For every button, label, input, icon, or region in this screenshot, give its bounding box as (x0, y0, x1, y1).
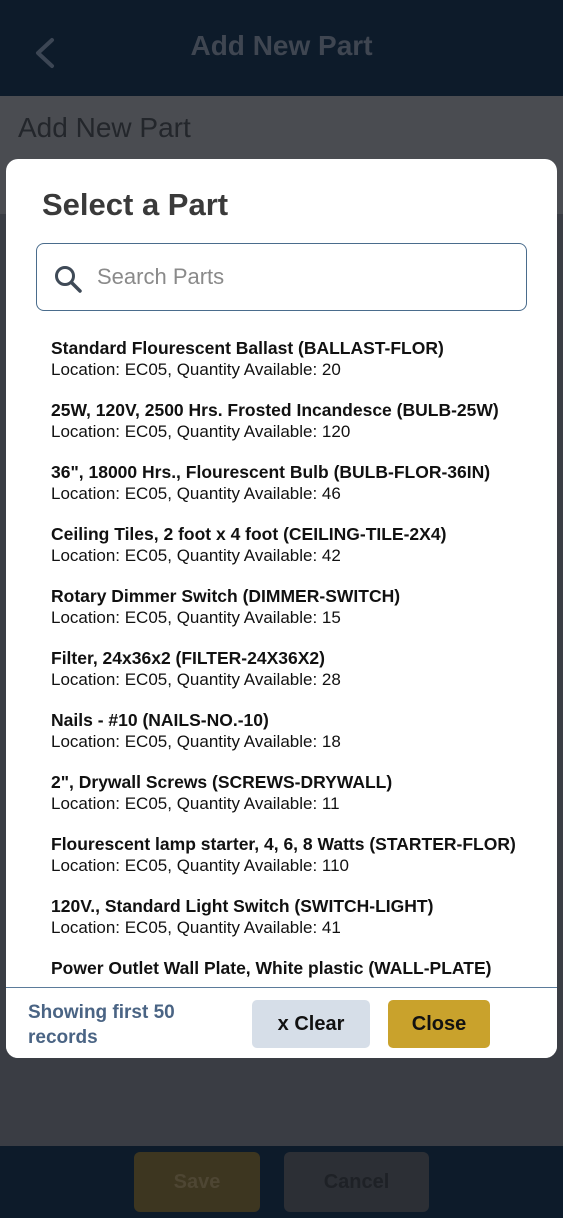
list-item[interactable] (51, 709, 541, 753)
list-item[interactable] (51, 461, 541, 505)
modal-title: Select a Part (42, 187, 229, 222)
list-item[interactable] (51, 523, 541, 567)
part-detail: Location: EC05, Quantity Available: 41 (51, 918, 341, 937)
part-detail: Location: EC05, Quantity Available: 15 (51, 608, 341, 627)
part-name: Filter, 24x36x2 (FILTER-24X36X2) (51, 648, 325, 668)
part-name: Power Outlet Wall Plate, White plastic (WALL-PLATE) (51, 958, 492, 978)
part-name: Standard Flourescent Ballast (BALLAST-FLOR) (51, 338, 444, 358)
list-item[interactable] (51, 771, 541, 815)
part-detail: Location: EC05, Quantity Available: 18 (51, 732, 341, 751)
part-name: 25W, 120V, 2500 Hrs. Frosted Incandesce (BULB-25W) (51, 400, 499, 420)
save-button[interactable]: Save (134, 1152, 260, 1212)
parts-list[interactable] (6, 337, 557, 987)
list-item[interactable] (51, 647, 541, 691)
part-detail: Location: EC05, Quantity Available: 20 (51, 360, 341, 379)
list-item[interactable] (51, 585, 541, 629)
part-detail: Location: EC05, Quantity Available: 46 (51, 484, 341, 503)
list-item[interactable] (51, 957, 541, 979)
part-detail: Location: EC05, Quantity Available: 110 (51, 856, 350, 875)
part-name: Nails - #10 (NAILS-NO.-10) (51, 710, 269, 730)
records-count-text: Showing first 50 records (28, 1002, 175, 1048)
list-item[interactable] (51, 399, 541, 443)
list-item[interactable] (51, 337, 541, 381)
part-name: Ceiling Tiles, 2 foot x 4 foot (CEILING-TILE-2X4) (51, 524, 447, 544)
search-input[interactable] (97, 244, 517, 310)
select-part-modal (6, 159, 557, 1058)
part-detail: Location: EC05, Quantity Available: 42 (51, 546, 341, 565)
modal-footer (6, 987, 557, 1058)
cancel-button[interactable]: Cancel (284, 1152, 429, 1212)
list-item[interactable] (51, 895, 541, 939)
part-detail: Location: EC05, Quantity Available: 120 (51, 422, 351, 441)
part-name: 120V., Standard Light Switch (SWITCH-LIGHT) (51, 896, 434, 916)
list-item[interactable] (51, 833, 541, 877)
app-header (0, 0, 563, 96)
part-detail: Location: EC05, Quantity Available: 28 (51, 670, 341, 689)
search-box[interactable] (36, 243, 527, 311)
page-heading: Add New Part (18, 112, 191, 143)
search-icon (53, 264, 83, 294)
part-detail: Location: EC05, Quantity Available: 11 (51, 794, 340, 813)
close-button[interactable]: Close (388, 1000, 490, 1048)
header-title: Add New Part (190, 30, 373, 61)
part-name: 36", 18000 Hrs., Flourescent Bulb (BULB-FLOR-36IN) (51, 462, 491, 482)
part-name: 2", Drywall Screws (SCREWS-DRYWALL) (51, 772, 393, 792)
clear-button[interactable]: x Clear (252, 1000, 370, 1048)
part-name: Flourescent lamp starter, 4, 6, 8 Watts (STARTER-FLOR) (51, 834, 516, 854)
part-name: Rotary Dimmer Switch (DIMMER-SWITCH) (51, 586, 401, 606)
footer-bar (0, 1146, 563, 1218)
